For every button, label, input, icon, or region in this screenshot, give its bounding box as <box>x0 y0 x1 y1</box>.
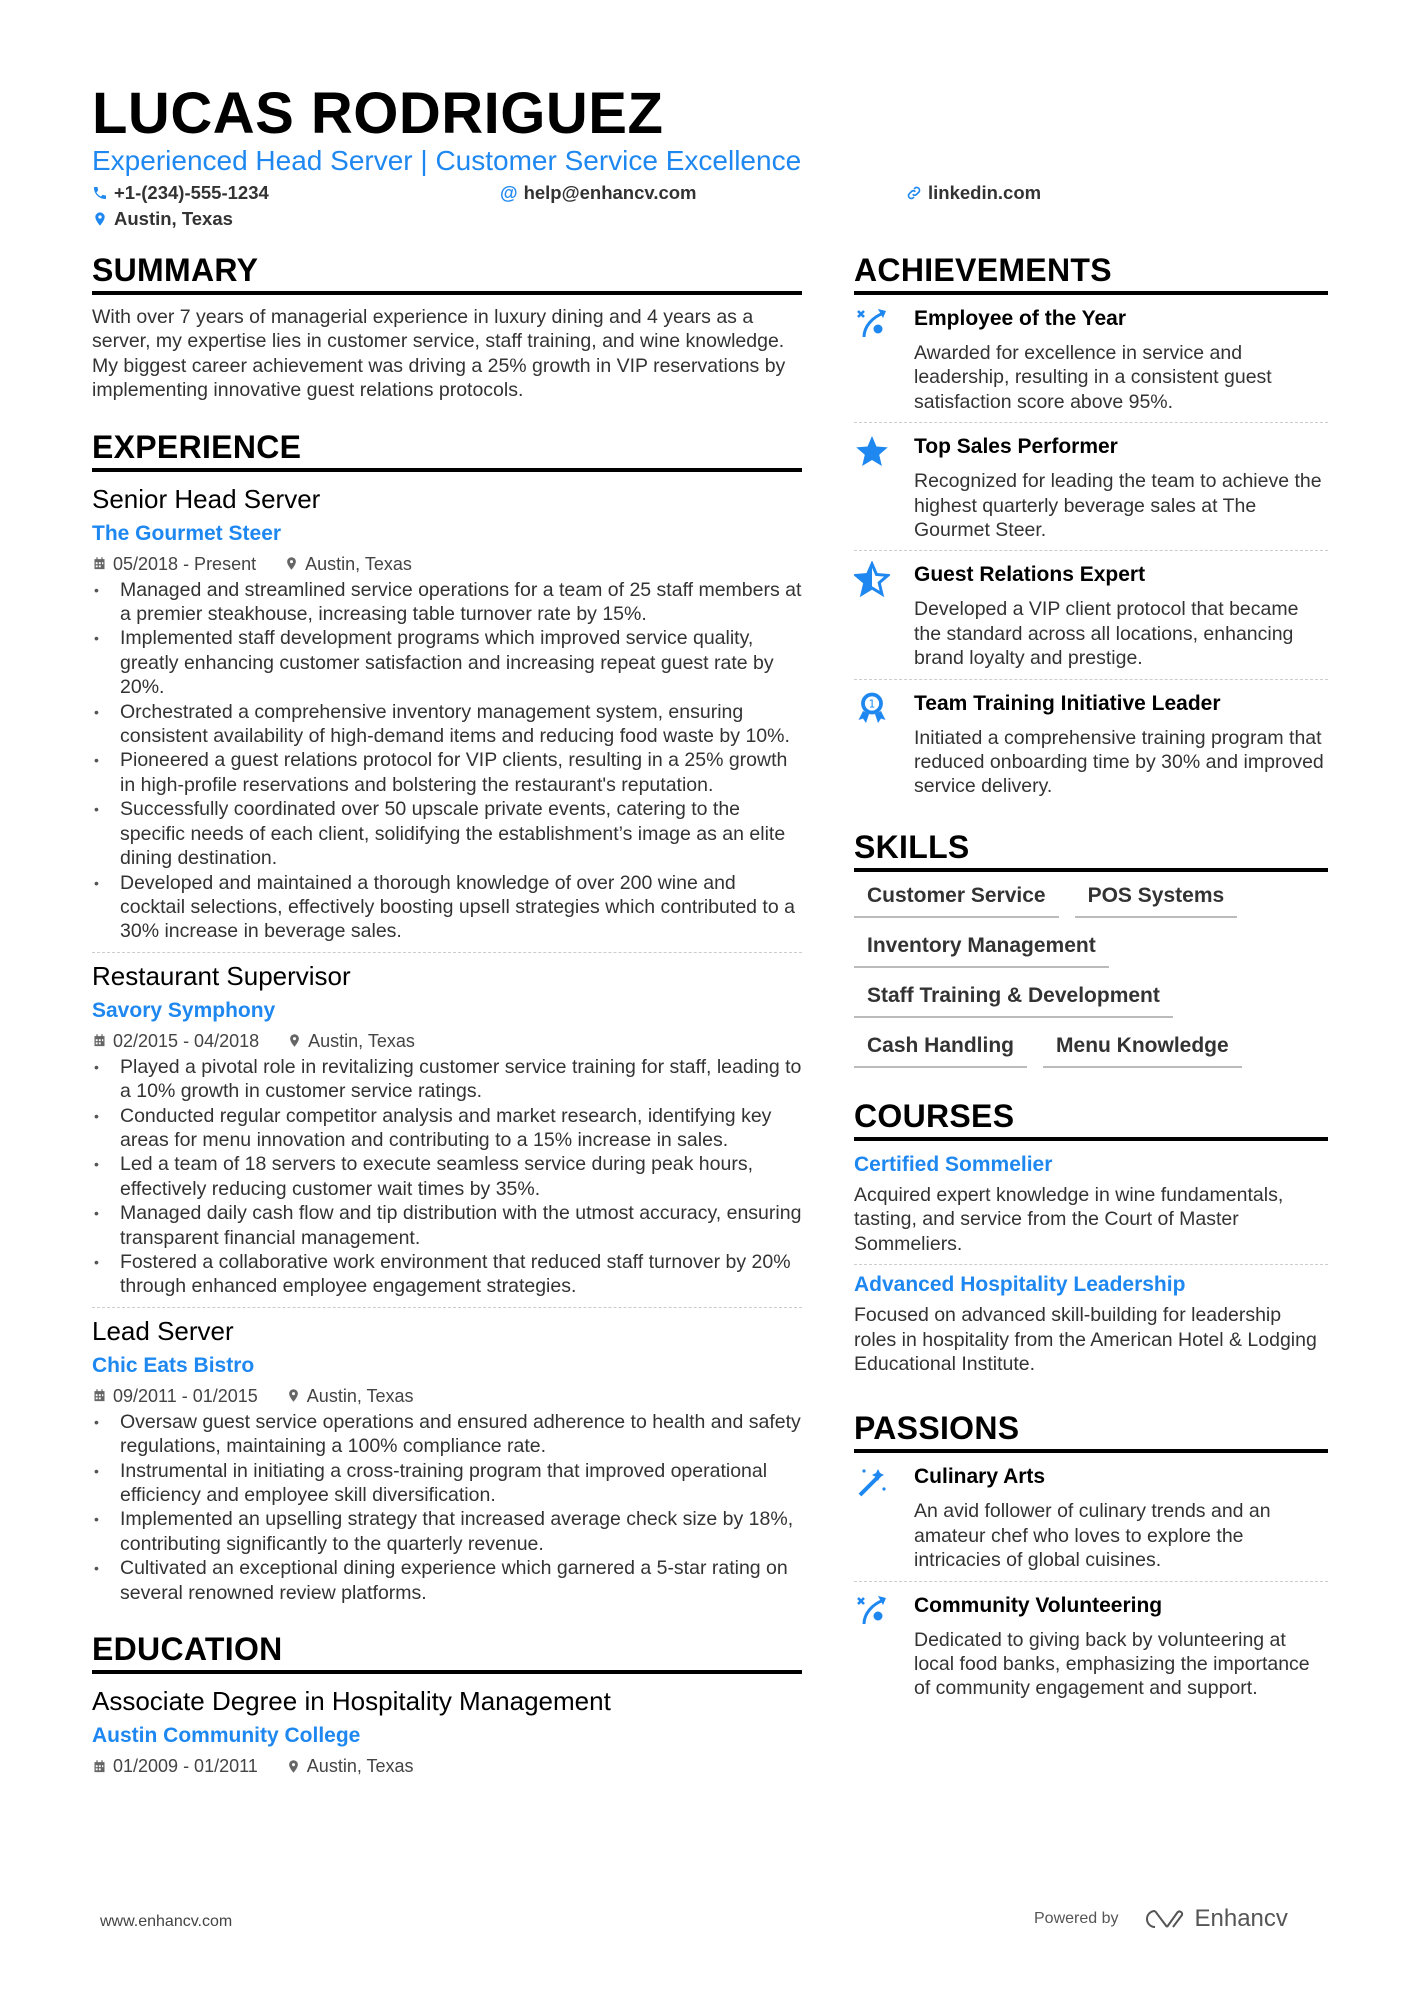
job-bullet: • Led a team of 18 servers to execute seamless service during peak hours, effectively reducing customer wait times by 35%. <box>92 1152 802 1201</box>
job-bullet: • Played a pivotal role in revitalizing customer service training for staff, leading to a 10% growth in customer service ratings. <box>92 1055 802 1104</box>
job-bullet: • Pioneered a guest relations protocol for VIP clients, resulting in a 25% growth in high-profile reservations and bolstering the restaurant's reputation. <box>92 748 802 797</box>
job-bullet: • Implemented staff development programs which improved service quality, greatly enhancing customer satisfaction and increasing repeat guest rate by 20%. <box>92 626 802 699</box>
course-item <box>854 1265 1328 1384</box>
contact-phone: +1-(234)-555-1234 <box>92 182 269 204</box>
link-icon <box>906 185 922 201</box>
skill-row <box>854 978 1328 1018</box>
job-bullet: • Successfully coordinated over 50 upscale private events, catering to the specific needs of each client, solidifying the establishment’s image as an elite dining destination. <box>92 797 802 870</box>
education-meta: 01/2009 - 01/2011 Austin, Texas <box>92 1754 802 1778</box>
right-column <box>854 252 1328 1735</box>
job-bullet: • Instrumental in initiating a cross-training program that improved operational efficiency and employee skill diversification. <box>92 1459 802 1508</box>
skill-row <box>854 1028 1328 1068</box>
course-item <box>854 1145 1328 1265</box>
achievement-text: Awarded for excellence in service and leadership, resulting in a consistent guest satisfaction score above 95%. <box>914 342 1272 413</box>
job-meta: 05/2018 - Present Austin, Texas <box>92 552 802 576</box>
strategy-icon <box>854 305 914 414</box>
star-half-icon <box>854 561 914 670</box>
passion-text: Dedicated to giving back by volunteering at local food banks, emphasizing the importance of community engagement and support. <box>914 1628 1310 1700</box>
job-company: Savory Symphony <box>92 998 276 1022</box>
calendar-icon <box>92 1759 107 1774</box>
job-bullet: • Managed and streamlined service operations for a team of 25 staff members at a premier steakhouse, increasing table turnover rate by 15%. <box>92 578 802 627</box>
education-section <box>92 1631 802 1778</box>
svg-text:1: 1 <box>868 697 876 710</box>
candidate-name: LUCAS RODRIGUEZ <box>92 81 664 146</box>
calendar-icon <box>92 1033 107 1048</box>
achievement-text: Recognized for leading the team to achieve the highest quarterly beverage sales at The Gourmet Steer. <box>914 470 1322 542</box>
job-role: Restaurant Supervisor <box>92 960 351 991</box>
job-entry <box>92 959 802 1299</box>
job-bullet: • Cultivated an exceptional dining experience which garnered a 5-star rating on several renowned review platforms. <box>92 1556 802 1605</box>
job-company: Chic Eats Bistro <box>92 1353 255 1377</box>
skill-row <box>854 878 1328 918</box>
magic-wand-icon <box>854 1463 914 1572</box>
passions-section <box>854 1410 1328 1708</box>
section-title: SUMMARY <box>92 252 802 295</box>
location-pin-icon <box>284 556 299 571</box>
job-divider <box>92 952 802 953</box>
job-bullet: • Conducted regular competitor analysis and market research, identifying key areas for menu innovation and contributing to a 15% increase in sales. <box>92 1104 802 1153</box>
job-entry <box>92 482 802 944</box>
experience-section <box>92 429 802 1605</box>
location-pin-icon <box>286 1759 301 1774</box>
job-bullets <box>92 1410 802 1605</box>
strategy-icon <box>854 1592 914 1701</box>
job-divider <box>92 1307 802 1308</box>
achievement-item <box>854 423 1328 551</box>
contact-link[interactable]: linkedin.com <box>906 182 1041 204</box>
passion-item <box>854 1453 1328 1581</box>
job-bullets <box>92 578 802 944</box>
job-role: Lead Server <box>92 1315 234 1346</box>
enhancv-logo-icon <box>1141 1907 1187 1931</box>
job-bullet: • Managed daily cash flow and tip distribution with the utmost accuracy, ensuring transparent financial management. <box>92 1201 802 1250</box>
candidate-title: Experienced Head Server | Customer Service Excellence <box>92 145 802 176</box>
passion-item <box>854 1582 1328 1709</box>
achievement-title: Team Training Initiative Leader <box>914 691 1221 715</box>
section-title: COURSES <box>854 1098 1328 1141</box>
course-title: Advanced Hospitality Leadership <box>854 1273 1186 1297</box>
passion-text: An avid follower of culinary trends and an amateur chef who loves to explore the intricacies of global cuisines. <box>914 1500 1271 1572</box>
school: Austin Community College <box>92 1724 361 1748</box>
achievement-title: Employee of the Year <box>914 307 1127 330</box>
footer-website[interactable]: www.enhancv.com <box>100 1913 233 1930</box>
summary-section <box>92 252 802 403</box>
section-title: PASSIONS <box>854 1410 1328 1453</box>
job-bullet: • Implemented an upselling strategy that increased average check size by 18%, contributing significantly to the quarterly revenue. <box>92 1507 802 1556</box>
skill-tag: POS Systems <box>1075 878 1238 918</box>
job-bullet: • Oversaw guest service operations and ensured adherence to health and safety regulations, maintaining a 100% compliance rate. <box>92 1410 802 1459</box>
location-pin-icon <box>92 211 108 227</box>
achievement-item <box>854 295 1328 423</box>
job-bullets <box>92 1055 802 1299</box>
job-role: Senior Head Server <box>92 483 321 514</box>
course-title: Certified Sommelier <box>854 1152 1053 1176</box>
footer-branding: Powered by Enhancv <box>1034 1905 1288 1932</box>
achievement-text: Initiated a comprehensive training program that reduced onboarding time by 30% and improved service delivery. <box>914 726 1324 798</box>
section-title: ACHIEVEMENTS <box>854 252 1328 295</box>
skill-row <box>854 928 1328 968</box>
job-entry <box>92 1314 802 1605</box>
courses-section <box>854 1098 1328 1384</box>
star-icon <box>854 433 914 542</box>
achievement-text: Developed a VIP client protocol that became the standard across all locations, enhancing brand loyalty and prestige. <box>914 598 1299 670</box>
skill-tag: Customer Service <box>854 878 1059 918</box>
course-text: Focused on advanced skill-building for leadership roles in hospitality from the American Hotel & Lodging Educational Institute. <box>854 1304 1317 1375</box>
passion-title: Culinary Arts <box>914 1465 1046 1489</box>
contact-location: Austin, Texas <box>92 208 233 230</box>
achievement-title: Top Sales Performer <box>914 435 1118 459</box>
left-column <box>92 252 802 1804</box>
job-company: The Gourmet Steer <box>92 521 282 545</box>
job-bullet: • Orchestrated a comprehensive inventory management system, ensuring consistent availability of high-demand items and reducing food waste by 10%. <box>92 700 802 749</box>
passion-title: Community Volunteering <box>914 1593 1163 1617</box>
at-icon: @ <box>500 182 518 203</box>
job-bullet: • Fostered a collaborative work environment that reduced staff turnover by 20% through enhanced employee engagement strategies. <box>92 1250 802 1299</box>
section-title: EDUCATION <box>92 1631 802 1674</box>
section-title: EXPERIENCE <box>92 429 802 472</box>
degree: Associate Degree in Hospitality Management <box>92 1686 611 1717</box>
job-bullet: • Developed and maintained a thorough knowledge of over 200 wine and cocktail selections, effectively boosting upsell strategies which contributed to a 30% increase in beverage sales. <box>92 871 802 944</box>
skill-tag: Staff Training & Development <box>854 978 1173 1018</box>
phone-icon <box>92 185 108 201</box>
location-pin-icon <box>286 1388 301 1403</box>
enhancv-logo: Enhancv <box>1141 1905 1288 1933</box>
skill-tag: Inventory Management <box>854 928 1109 968</box>
skill-tag: Cash Handling <box>854 1028 1027 1068</box>
job-meta: 02/2015 - 04/2018 Austin, Texas <box>92 1029 802 1053</box>
education-entry <box>92 1684 802 1778</box>
summary-text: With over 7 years of managerial experience in luxury dining and 4 years as a server, my expertise lies in customer service, staff training, and wine knowledge. My biggest career achievement was driving a 25% growth in VIP reservations by implementing innovative guest relations protocols. <box>92 306 786 402</box>
calendar-icon <box>92 1388 107 1403</box>
achievement-title: Guest Relations Expert <box>914 563 1146 587</box>
skill-tag: Menu Knowledge <box>1043 1028 1242 1068</box>
calendar-icon <box>92 556 107 571</box>
location-pin-icon <box>287 1033 302 1048</box>
medal-icon <box>854 690 914 799</box>
section-title: SKILLS <box>854 829 1328 872</box>
achievement-item <box>854 680 1328 807</box>
achievements-section <box>854 252 1328 807</box>
achievement-item <box>854 551 1328 679</box>
skills-section <box>854 829 1328 1068</box>
job-meta: 09/2011 - 01/2015 Austin, Texas <box>92 1384 802 1408</box>
contact-email[interactable]: @ help@enhancv.com <box>500 182 697 203</box>
course-text: Acquired expert knowledge in wine fundamentals, tasting, and service from the Court of Master Sommeliers. <box>854 1183 1284 1255</box>
